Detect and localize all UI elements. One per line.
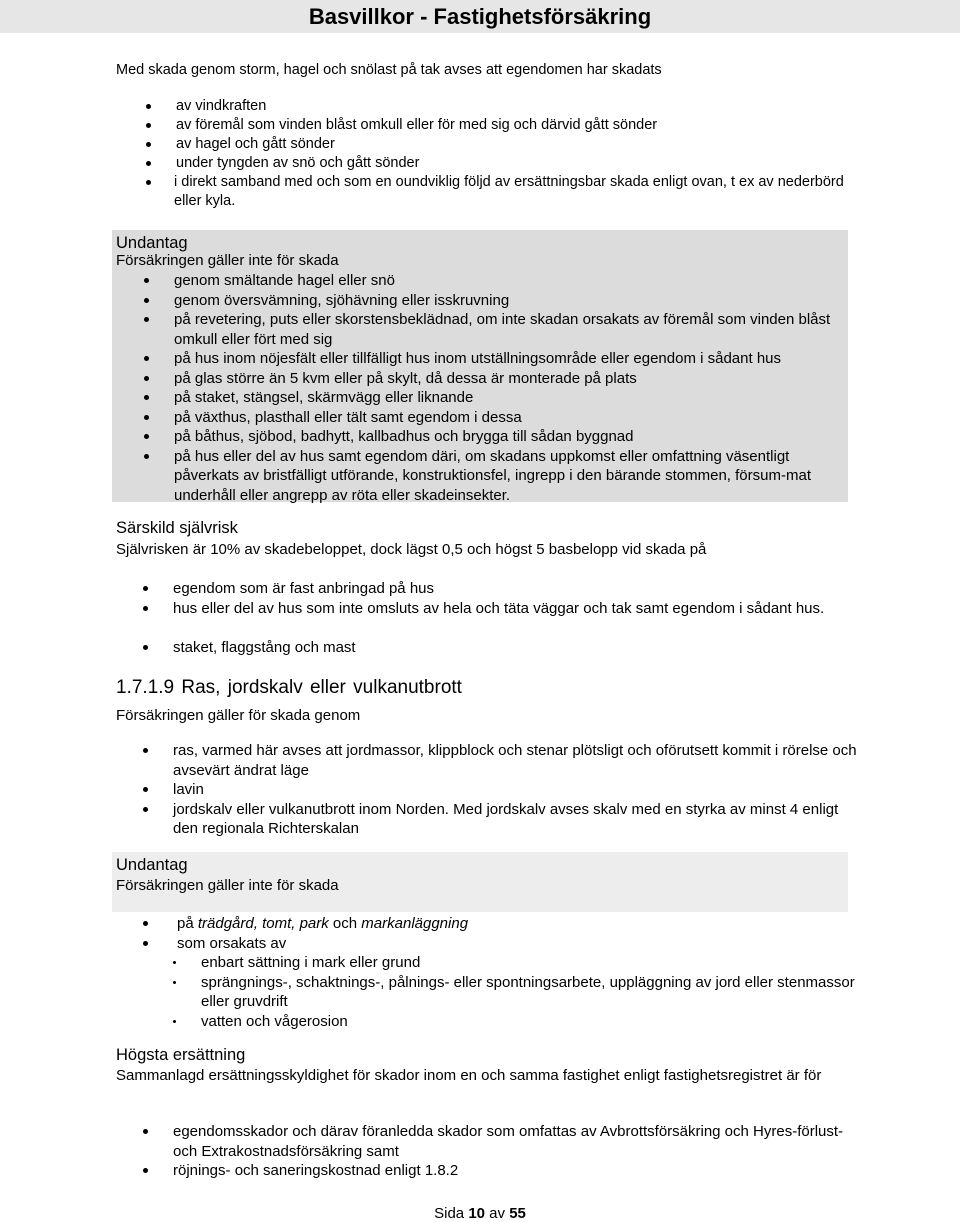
undantag-intro: Försäkringen gäller inte för skada [116,252,339,269]
bullet-icon [143,645,148,650]
undantag-2-intro: Försäkringen gäller inte för skada [116,877,339,894]
bullet-icon [144,298,149,303]
list-item: på växthus, plasthall eller tält samt egendom i dessa [174,408,844,428]
list-item: sprängnings-, schaktnings-, pålnings- eller spontningsarbete, uppläggning av jord eller stenmassor eller gruvdrift [201,973,861,1012]
bullet-icon [143,921,148,926]
bullet-icon [144,356,149,361]
list-item: egendomsskador och därav föranledda skador som omfattas av Avbrottsförsäkring och Hyres-förlust- och Extrakostnadsförsäkring samt [173,1122,853,1161]
list-item: på hus eller del av hus samt egendom däri, om skadans uppkomst eller omfattning väsentligt påverkats av bristfälligt utförande, konstruktionsfel, ingrepp i den bärande stommen, försum-mat underhåll eller angrepp av röta eller skadeinsekter. [174,447,844,506]
list-item: jordskalv eller vulkanutbrott inom Norden. Med jordskalv avses skalv med en styrka av minst 4 enligt den regionala Richterskalan [173,800,863,839]
hogsta-list [173,1122,853,1181]
bullet-icon [146,104,151,109]
bullet-icon [144,317,149,322]
list-item: av vindkraften [176,97,866,116]
page-number: Sida 10 av 55 [434,1205,526,1222]
section-heading-ras: 1.7.1.9 Ras, jordskalv eller vulkanutbrott [116,677,462,698]
list-item: under tyngden av snö och gått sönder [176,154,866,173]
list-item: av hagel och gått sönder [176,135,866,154]
list-item: lavin [173,780,863,800]
section-heading-sjalvrisk: Särskild självrisk [116,519,238,537]
section-heading-undantag: Undantag [116,234,188,252]
bullet-icon [143,1129,148,1134]
bullet-icon [144,395,149,400]
section-heading-hogsta: Högsta ersättning [116,1046,246,1064]
bullet-icon [143,748,148,753]
list-item: som orsakats av [177,934,857,954]
bullet-icon [144,376,149,381]
list-item: röjnings- och saneringskostnad enligt 1.8.2 [173,1161,853,1181]
ras-list [173,741,863,839]
bullet-icon [146,161,151,166]
bullet-icon [144,278,149,283]
list-item: ras, varmed här avses att jordmassor, klippblock och stenar plötsligt och oförutsett kommit i rörelse och avsevärt ändrat läge [173,741,863,780]
sjalvrisk-list [173,579,863,657]
bullet-icon [173,1020,176,1023]
bullet-icon [144,434,149,439]
bullet-icon [144,454,149,459]
undantag-2-sublist [201,953,861,1031]
list-item: på trädgård, tomt, park och markanläggning [177,914,857,934]
list-item: på hus inom nöjesfält eller tillfälligt hus inom utställningsområde eller egendom i sådant hus [174,349,844,369]
bullet-icon [146,142,151,147]
hogsta-intro: Sammanlagd ersättningsskyldighet för skador inom en och samma fastighet enligt fastighetsregistret är för [116,1067,822,1084]
bullet-icon [173,961,176,964]
storm-intro: Med skada genom storm, hagel och snölast på tak avses att egendomen har skadats [116,62,662,78]
bullet-icon [143,941,148,946]
bullet-icon [143,1168,148,1173]
bullet-icon [143,787,148,792]
bullet-icon [146,180,151,185]
list-item: på revetering, puts eller skorstensbeklädnad, om inte skadan orsakats av föremål som vinden blåst omkull eller fört med sig [174,310,844,349]
bullet-icon [143,606,148,611]
document-title: Basvillkor - Fastighetsförsäkring [308,4,652,29]
bullet-icon [143,807,148,812]
storm-list [176,97,866,211]
section-heading-undantag-2: Undantag [116,856,188,874]
list-item: egendom som är fast anbringad på hus [173,579,863,599]
bullet-icon [143,586,148,591]
list-item: hus eller del av hus som inte omsluts av hela och täta väggar och tak samt egendom i sådant hus. [173,599,863,638]
bullet-icon [146,123,151,128]
bullet-icon [144,415,149,420]
list-item: staket, flaggstång och mast [173,638,863,658]
list-item: på staket, stängsel, skärmvägg eller liknande [174,388,844,408]
sjalvrisk-intro: Självrisken är 10% av skadebeloppet, dock lägst 0,5 och högst 5 basbelopp vid skada på [116,541,707,558]
list-item: på glas större än 5 kvm eller på skylt, då dessa är monterade på plats [174,369,844,389]
list-item: av föremål som vinden blåst omkull eller för med sig och därvid gått sönder [176,116,866,135]
bullet-icon [173,981,176,984]
list-item: genom smältande hagel eller snö [174,271,844,291]
list-item: genom översvämning, sjöhävning eller isskruvning [174,291,844,311]
list-item: enbart sättning i mark eller grund [201,953,861,973]
undantag-list [174,271,844,505]
list-item: i direkt samband med och som en oundviklig följd av ersättningsbar skada enligt ovan, t ex av nederbörd eller kyla. [174,173,864,211]
list-item: på båthus, sjöbod, badhytt, kallbadhus och brygga till sådan byggnad [174,427,844,447]
list-item: vatten och vågerosion [201,1012,861,1032]
ras-intro: Försäkringen gäller för skada genom [116,707,361,724]
undantag-2-list [177,914,857,953]
